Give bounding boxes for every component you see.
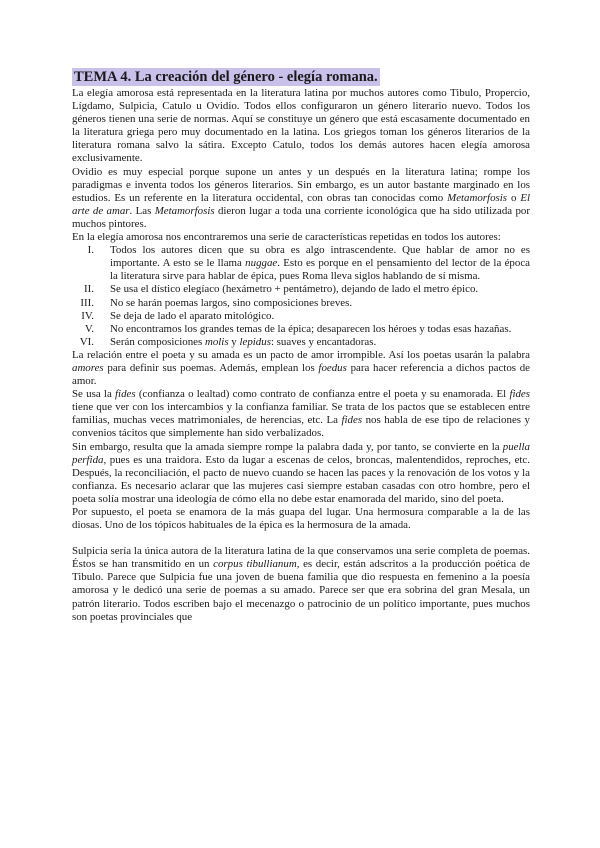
paragraph-fides xyxy=(72,388,530,440)
work-title: Metamorfosis xyxy=(447,191,508,204)
text: (confianza o lealtad) como contrato de confianza entre el poeta y su enamorada. El xyxy=(135,388,510,401)
text: para hacer referencia a dichos pactos de amor. xyxy=(72,361,531,388)
term: foedus xyxy=(318,361,347,374)
text: y xyxy=(228,335,240,348)
list-number: II. xyxy=(84,283,94,296)
text: , pues es una traidora. Esto da lugar a escenas de celos, broncas, malentendidos, reproches, etc. Después, la reconciliación, el pacto de nuevo cuando se hacen las paces y la renovación de los votos y la confianza. Es necesario aclarar que las mujeres casi siempre estaban casadas con otro hombre, pero el poeta solía mostrar una ideología de cómo ella no debe estar enamorada del marido, sino del poeta. xyxy=(72,453,530,505)
list-number: I. xyxy=(87,244,94,257)
list-number: IV. xyxy=(81,309,94,322)
text: Serán composiciones xyxy=(110,335,205,348)
text: No se harán poemas largos, sino composiciones breves. xyxy=(110,296,353,309)
list-number: III. xyxy=(80,296,94,309)
term: fides xyxy=(115,388,136,401)
text: . Las xyxy=(129,204,155,217)
paragraph-features-intro: En la elegía amorosa nos encontraremos una serie de características repetidas en todos los autores: xyxy=(72,231,501,244)
features-list xyxy=(72,244,530,349)
work-title: Metamorfosis xyxy=(154,204,215,217)
text: Sulpicia sería la única autora de la literatura latina de la que conservamos una serie completa de poemas. Éstos se han transmitido en un xyxy=(72,545,530,571)
text: . Esto es porque en el pensamiento del lector de la época la literatura sirve para hablar de épica, pues Roma lleva siglos hablando de sí misma. xyxy=(110,257,530,283)
paragraph-intro: La elegía amorosa está representada en la literatura latina por muchos autores como Tibulo, Propercio, Lígdamo, Sulpicia, Catulo u Ovidio. Todos ellos configuraron un género literario nuevo. Todos los géneros tienen una serie de normas. Aquí se constituye un género que está escasamente documentado en la literatura griega pero muy documentado en la latina. Los griegos toman los géneros literarios de la literatura romana salvo la sátira. Excepto Catulo, todos los demás autores hacen elegía amorosa exclusivamente. xyxy=(72,87,530,165)
list-number: VI. xyxy=(79,335,94,348)
text: La relación entre el poeta y su amada es un pacto de amor irrompible. Así los poetas usarán la palabra xyxy=(72,348,530,361)
list-item xyxy=(72,310,530,323)
term: molis xyxy=(204,335,229,348)
term: amores xyxy=(72,361,104,374)
text: dieron lugar a toda una corriente iconológica que ha sido utilizada por muchos pintores. xyxy=(72,204,530,230)
text: , es decir, están adscritos a la producción poética de Tibulo. Parece que Sulpicia fue una joven de buena familia que dio respuesta en femenino a la poesía amorosa y le dedicó una serie de poemas a su amado. Parece ser que era sobrina del gran Mesala, un patrón literario. Todos escriben bajo el mecenazgo o patrocinio de un político importante, pues muchos son poetas provinciales que xyxy=(72,558,530,623)
term: lepidus xyxy=(239,335,271,348)
text: Se usa la xyxy=(72,388,116,401)
text: Sin embargo, resulta que la amada siempre rompe la palabra dada y, por tanto, se convierte en la xyxy=(72,440,503,453)
list-item xyxy=(72,323,530,336)
term: fides xyxy=(509,388,531,401)
text: Todos los autores dicen que su obra es algo intrascendente. Que hablar de amor no es importante. A esto se le llama xyxy=(110,244,530,270)
paragraph-hermosura: Por supuesto, el poeta se enamora de la más guapa del lugar. Una hermosura comparable a la de las diosas. Uno de los tópicos habituales de la épica es la hermosura de la amada. xyxy=(72,506,530,532)
text: Se deja de lado el aparato mitológico. xyxy=(110,309,275,322)
list-item xyxy=(72,244,530,283)
term: fides xyxy=(341,414,363,427)
term: corpus tibullianum xyxy=(213,558,297,571)
paragraph-sulpicia xyxy=(72,545,530,624)
text: Se usa el dístico elegíaco (hexámetro + pentámetro), dejando de lado el metro épico. xyxy=(110,283,479,296)
term: nuggae xyxy=(245,257,278,270)
text: nos habla de ese tipo de relaciones y convenios tácitos que simplemente han sido verbalizados. xyxy=(72,414,530,440)
list-number: V. xyxy=(84,322,94,335)
work-title: El arte de amar xyxy=(72,191,531,217)
list-item xyxy=(72,283,530,296)
text: : suaves y encantadoras. xyxy=(270,335,377,348)
list-item xyxy=(72,336,530,349)
paragraph-gap xyxy=(72,532,530,545)
text: No encontramos los grandes temas de la épica; desaparecen los héroes y todas esas hazañas. xyxy=(110,322,512,335)
paragraph-puella xyxy=(72,441,530,506)
term: puella perfida xyxy=(72,440,530,466)
paragraph-ovidio xyxy=(72,166,530,231)
text: Ovidio es muy especial porque supone un antes y un después en la literatura latina; rompe los paradigmas e inventa todos los géneros literarios. Sin embargo, es un autor bastante marginado en los estudios. Es un referente en la literatura occidental, con obras tan conocidas como xyxy=(72,165,530,204)
text: para definir sus poemas. Además, emplean los xyxy=(103,361,319,374)
text: o xyxy=(507,191,521,204)
page-title: TEMA 4. La creación del género - elegía romana. xyxy=(74,69,378,85)
text: tiene que ver con los intercambios y la confianza familiar. Se trata de los pactos que se establecen entre familias, muchas veces matrimoniales, de herencias, etc. La xyxy=(72,401,530,427)
paragraph-pacto xyxy=(72,349,530,388)
list-item xyxy=(72,297,530,310)
